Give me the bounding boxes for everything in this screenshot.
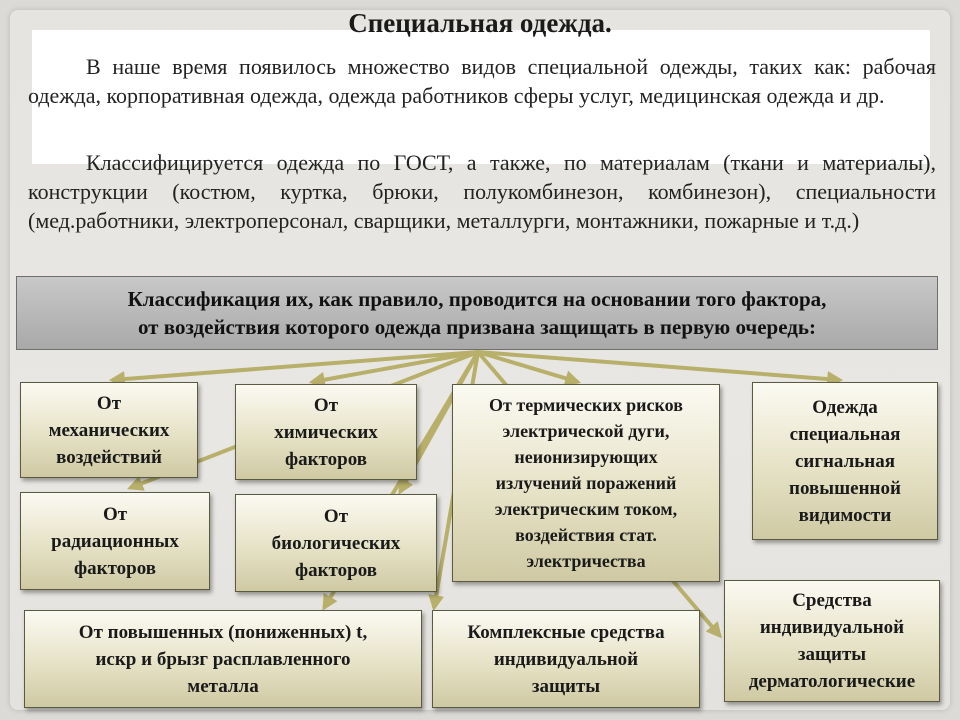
arrow-to-signal <box>478 352 840 380</box>
box-chemical: От химических факторов <box>235 384 417 480</box>
box-dermatological: Средства индивидуальной защиты дерматологические <box>724 580 940 702</box>
box-radiation: От радиационных факторов <box>20 492 210 590</box>
box-high-temp: От повышенных (пониженных) t, искр и брызг расплавленного металла <box>24 610 422 708</box>
box-signal: Одежда специальная сигнальная повышенной видимости <box>752 382 938 540</box>
banner-text: Классификация их, как правило, проводится на основании того фактора, от воздействия которого одежда призвана защищать в первую очередь: <box>127 287 827 339</box>
box-thermal: От термических рисков электрической дуги, неионизирующих излучений поражений электрическим током, воздействия стат. электричества <box>452 384 720 582</box>
paragraph-classification: Классифицируется одежда по ГОСТ, а также, по материалам (ткани и материалы), конструкции (костюм, куртка, брюки, полукомбинезон, комбинезон), специальности (мед.работники, электроперсонал, сварщики, металлурги, монтажники, пожарные и т.д.) <box>28 150 936 233</box>
box-complex: Комплексные средства индивидуальной защиты <box>432 610 700 708</box>
slide-title: Специальная одежда. <box>348 8 612 38</box>
classification-banner <box>16 276 938 350</box>
box-mechanical: От механических воздействий <box>20 382 198 478</box>
paragraph-intro: В наше время появилось множество видов специальной одежды, таких как: рабочая одежда, корпоративная одежда, одежда работников сферы услуг, медицинская одежда и др. <box>28 54 936 108</box>
box-biological: От биологических факторов <box>235 494 437 592</box>
arrow-to-mechanical <box>112 352 478 380</box>
